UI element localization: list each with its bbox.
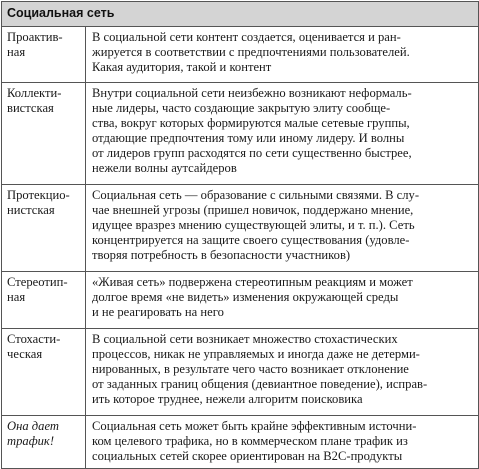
row-text-line: Социальная сеть может быть крайне эффективным источни- [92, 419, 417, 433]
row-text-line: концентрируется на защите своего существования (удовле- [92, 233, 410, 247]
row-label-line: трафик! [7, 434, 55, 448]
row-text-cell [86, 416, 479, 469]
row-text-line: чае внешней угрозы (пришел новичок, поддержано мнение, [92, 203, 414, 217]
row-label-cell [2, 83, 86, 185]
row-text-line: отдающие предпочтения тому или иному лидеру. И волны [92, 131, 405, 145]
row-text-line: ства, вокруг которых формируются малые сетевые группы, [92, 116, 410, 130]
row-label-line: Она дает [7, 419, 59, 433]
row-text-line: ком целевого трафика, но в коммерческом плане трафик из [92, 434, 408, 448]
row-text-line: В социальной сети возникает множество стохастических [92, 332, 398, 346]
row-label-line: Проактив- [7, 30, 63, 44]
table-row [2, 329, 479, 416]
table-row [2, 83, 479, 185]
row-text-line: жируется в соответствии с предпочтениями пользователей. [92, 45, 410, 59]
table-row [2, 27, 479, 83]
row-label-cell [2, 329, 86, 416]
row-label-line: Стохасти- [7, 332, 61, 346]
row-text-cell [86, 83, 479, 185]
row-label-line: нистская [7, 203, 55, 217]
table-row [2, 416, 479, 469]
row-text-line: долгое время «не видеть» изменения окружающей среды [92, 290, 399, 304]
row-label-line: вистская [7, 101, 54, 115]
row-text-cell [86, 185, 479, 272]
row-text-line: социальных сетей скорее ориентирован на B2C-продукты [92, 449, 403, 463]
row-label-cell [2, 27, 86, 83]
row-text-line: В социальной сети контент создается, оценивается и ран- [92, 30, 401, 44]
row-text-line: Внутри социальной сети неизбежно возникают неформаль- [92, 86, 412, 100]
row-text-cell [86, 27, 479, 83]
row-label-line: ная [7, 45, 26, 59]
table-row [2, 185, 479, 272]
row-text-line: ные лидеры, часто создающие закрытую элиту сообще- [92, 101, 391, 115]
social-network-table [1, 1, 479, 469]
row-text-line: «Живая сеть» подвержена стереотипным реакциям и может [92, 275, 413, 289]
table-header-row [2, 2, 479, 27]
row-text-line: Какая аудитория, такой и контент [92, 60, 272, 74]
row-text-line: от заданных границ общения (девиантное поведение), исправ- [92, 377, 428, 391]
row-text-line: творяя потребность в безопасности участников) [92, 248, 351, 262]
row-text-line: идущее вразрез мнению существующей элиты, и т. п.). Сеть [92, 218, 415, 232]
row-label-line: Протекцио- [7, 188, 70, 202]
row-label-line: ная [7, 290, 26, 304]
row-label-line: Стереотип- [7, 275, 68, 289]
row-text-line: нированных, в результате чего часто возникает отклонение [92, 362, 409, 376]
row-label-cell [2, 272, 86, 329]
row-text-line: ить которое труднее, нежели алгоритм поисковика [92, 392, 363, 406]
row-text-cell [86, 329, 479, 416]
row-text-line: процессов, никак не управляемых и иногда даже не детерми- [92, 347, 420, 361]
row-text-line: и не реагировать на него [92, 305, 224, 319]
row-label-cell [2, 416, 86, 469]
row-text-cell [86, 272, 479, 329]
row-text-line: Социальная сеть — образование с сильными связями. В слу- [92, 188, 420, 202]
row-label-line: ческая [7, 347, 43, 361]
row-label-cell [2, 185, 86, 272]
table-row [2, 272, 479, 329]
table-header: Социальная сеть [2, 2, 479, 27]
row-text-line: нежели волны аутсайдеров [92, 161, 237, 175]
document-page [1, 1, 478, 463]
row-text-line: от лидеров групп расходятся по сети существенно быстрее, [92, 146, 412, 160]
row-label-line: Коллекти- [7, 86, 62, 100]
